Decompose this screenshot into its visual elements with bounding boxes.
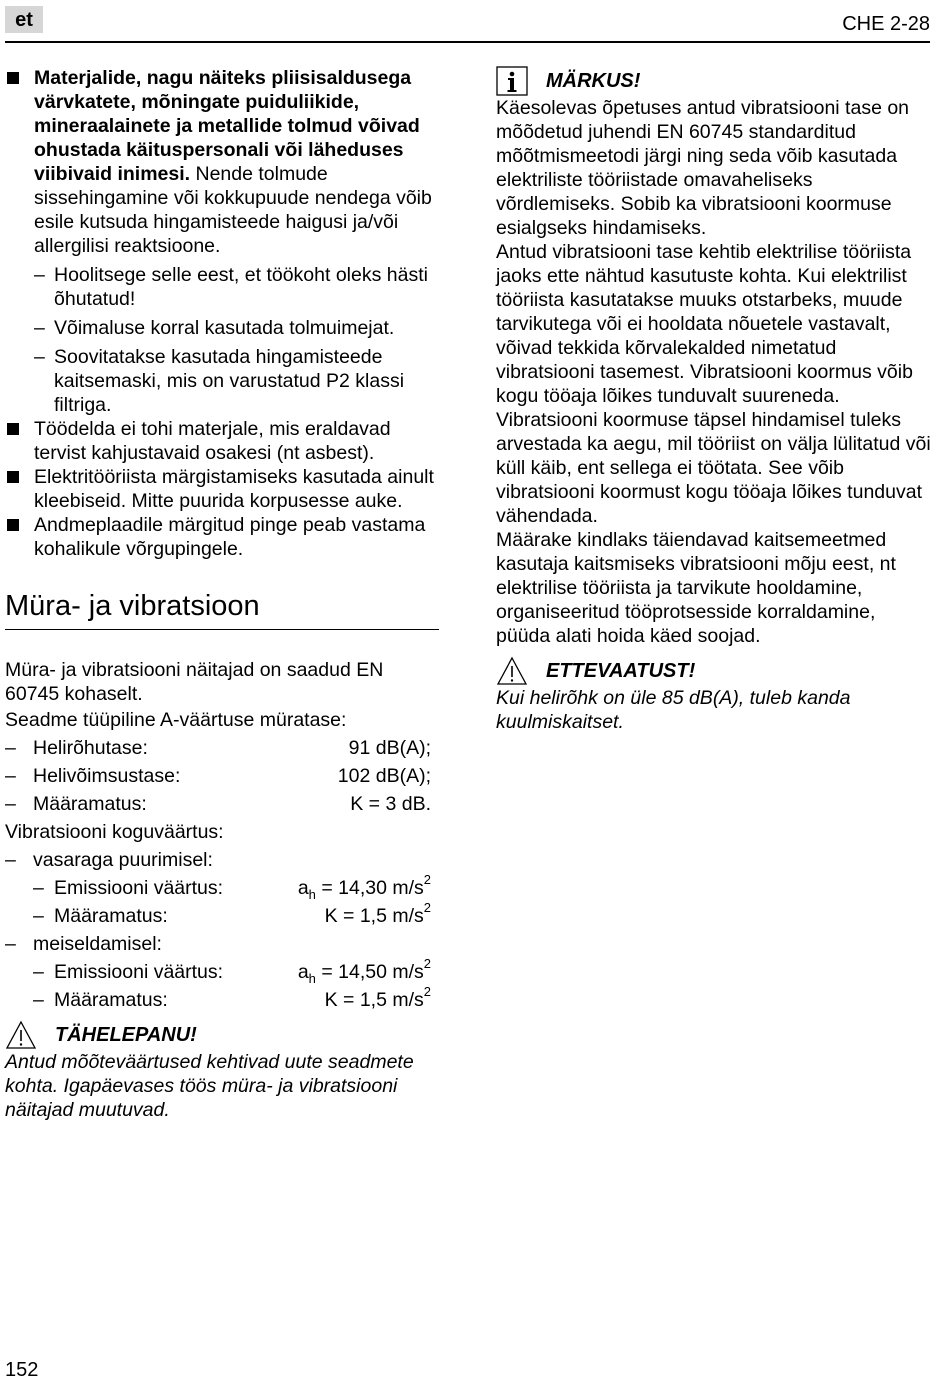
bullet-text: Elektritööriista märgistamiseks kasutada ainult kleebiseid. Mitte puurida korpusesse auke. bbox=[34, 466, 434, 512]
note-paragraph: Määrake kindlaks täiendavad kaitsemeetmed kasutaja kaitsmiseks vibratsiooni mõju eest, nt elektrilise tööriista ja tarvikute hooldamine, organiseeritud tööprotsesside korraldamine, püüda alati hoida käed soojad. bbox=[496, 529, 896, 647]
hammer-emission-row bbox=[5, 874, 439, 902]
sub-item-text: Võimaluse korral kasutada tolmuimejat. bbox=[54, 317, 395, 339]
warning-label: ETTEVAATUST! bbox=[546, 660, 696, 682]
row-label: Määramatus: bbox=[33, 793, 147, 815]
dash-marker: – bbox=[33, 877, 44, 899]
dash-marker: – bbox=[5, 933, 16, 955]
square-bullet-icon bbox=[7, 423, 19, 435]
language-tab: et bbox=[5, 6, 43, 33]
noise-row-pressure bbox=[5, 734, 439, 762]
caution-text: Antud mõõteväärtused kehtivad uute seadmete kohta. Igapäevases töös müra- ja vibratsiooni näitajad muutuvad. bbox=[5, 1051, 414, 1121]
document-code: CHE 2-28 bbox=[842, 13, 930, 35]
sub-item-text: Soovitatakse kasutada hingamisteede kaitsemaski, mis on varustatud P2 klassi filtriga. bbox=[54, 346, 405, 416]
note-paragraph: Antud vibratsiooni tase kehtib elektrilise tööriista jaoks ette nähtud kasutuste kohta. Kui elektrilist tööriista kasutatakse muuks otstarbeks, muude tarvikutega või ei hooldata nõuetele vastavalt, võivad tekkida kõrvalekalded nimetatud vibratsiooni tasemest. Vibratsiooni koormus võib kogu tööaja lõikes tunduvalt suureneda. bbox=[496, 241, 913, 407]
bullet-voltage bbox=[5, 513, 439, 561]
caution-label: TÄHELEPANU! bbox=[55, 1024, 197, 1046]
row-value: $a_h = 14,50$ $m/s^2$ bbox=[297, 956, 431, 986]
sub-item-text: Hoolitsege selle eest, et töökoht oleks hästi õhutatud! bbox=[54, 264, 428, 310]
noise-row-uncertainty bbox=[5, 790, 439, 818]
row-label: Emissiooni väärtus: bbox=[54, 877, 224, 899]
row-label: Määramatus: bbox=[54, 989, 168, 1011]
square-bullet-icon bbox=[7, 72, 19, 84]
left-column bbox=[5, 66, 439, 1122]
row-value: 91 dB(A); bbox=[348, 737, 431, 759]
bullet-text: Andmeplaadile märgitud pinge peab vastama kohalikule võrgupingele. bbox=[34, 514, 426, 560]
bullet-dust-hazard bbox=[5, 66, 439, 258]
dash-marker: – bbox=[33, 905, 44, 927]
dust-warning-bold: Materjalide, nagu näiteks pliisisaldusega värvkatete, mõningate puiduliikide, mineraalainete ja metallide tolmud võivad ohustada käituspersonali või läheduses viibivaid inimesi. bbox=[34, 67, 420, 185]
note-paragraph: Vibratsiooni koormuse täpsel hindamisel tuleks arvestada ka aegu, mil tööriist on välja lülitatud või küll käib, ent sellega ei töötata. See võib vibratsiooni koormust kogu tööaja lõikes tunduvat vähendada. bbox=[496, 409, 931, 527]
sub-item-vacuum bbox=[5, 316, 439, 340]
warning-triangle-icon bbox=[5, 1020, 37, 1050]
dash-marker: – bbox=[5, 793, 16, 815]
chisel-uncertainty-row bbox=[5, 986, 439, 1014]
row-label: Määramatus: bbox=[54, 905, 168, 927]
row-value: 102 dB(A); bbox=[337, 765, 431, 787]
row-value: K = 1,5 $m/s^2$ bbox=[324, 984, 431, 1011]
warning-header bbox=[496, 656, 932, 686]
dash-marker: – bbox=[5, 765, 16, 787]
dash-marker: – bbox=[34, 346, 45, 368]
dash-marker: – bbox=[5, 849, 16, 871]
hammer-drilling-label bbox=[5, 846, 439, 874]
noise-row-power bbox=[5, 762, 439, 790]
row-value: K = 1,5 $m/s^2$ bbox=[324, 900, 431, 927]
page-number: 152 bbox=[5, 1359, 39, 1381]
chiselling-label bbox=[5, 930, 439, 958]
dash-marker: – bbox=[34, 317, 45, 339]
dust-warning-text: Nende tolmude sissehingamine või kokkupuude nendega võib esile kutsuda hingamisteede haigusi ja/või allergilisi reaktsioone. bbox=[34, 163, 432, 257]
square-bullet-icon bbox=[7, 471, 19, 483]
dash-marker: – bbox=[5, 737, 16, 759]
note-header bbox=[496, 66, 932, 96]
vibration-label: Vibratsiooni koguväärtus: bbox=[5, 821, 224, 843]
note-paragraph: Käesolevas õpetuses antud vibratsiooni tase on mõõdetud juhendi EN 60745 standarditud mõõtmismeetodi järgi ning seda võib kasutada elektriliste tööriistade omavaheliseks võrdlemiseks. Sobib ka vibratsiooni koormuse esialgseks hindamiseks. bbox=[496, 97, 910, 239]
row-value: $a_h = 14,30$ $m/s^2$ bbox=[297, 872, 431, 902]
row-value: K = 3 dB. bbox=[350, 793, 431, 815]
row-label: Helivõimsustase: bbox=[33, 765, 181, 787]
bullet-asbestos bbox=[5, 417, 439, 465]
bullet-labels bbox=[5, 465, 439, 513]
warning-triangle-icon bbox=[496, 656, 528, 686]
hammer-uncertainty-row bbox=[5, 902, 439, 930]
sub-item-ventilation bbox=[5, 263, 439, 311]
warning-text: Kui helirõhk on üle 85 dB(A), tuleb kanda kuulmiskaitset. bbox=[496, 687, 851, 733]
noise-label: Seadme tüüpiline A-väärtuse müratase: bbox=[5, 709, 347, 731]
note-label: MÄRKUS! bbox=[546, 70, 641, 92]
right-column bbox=[496, 66, 932, 734]
header-rule bbox=[5, 41, 930, 43]
sub-item-mask bbox=[5, 345, 439, 417]
intro-text: Müra- ja vibratsiooni näitajad on saadud EN 60745 kohaselt. bbox=[5, 659, 384, 705]
row-label: Emissiooni väärtus: bbox=[54, 961, 224, 983]
row-label: Helirõhutase: bbox=[33, 737, 148, 759]
row-label: meiseldamisel: bbox=[33, 933, 162, 955]
caution-header bbox=[5, 1020, 439, 1050]
dash-marker: – bbox=[34, 264, 45, 286]
info-icon bbox=[496, 66, 528, 96]
row-label: vasaraga puurimisel: bbox=[33, 849, 213, 871]
square-bullet-icon bbox=[7, 519, 19, 531]
section-title: Müra- ja vibratsioon bbox=[5, 589, 439, 630]
dash-marker: – bbox=[33, 961, 44, 983]
bullet-text: Töödelda ei tohi materjale, mis eraldavad tervist kahjustavaid osakesi (nt asbest). bbox=[34, 418, 391, 464]
chisel-emission-row bbox=[5, 958, 439, 986]
dash-marker: – bbox=[33, 989, 44, 1011]
